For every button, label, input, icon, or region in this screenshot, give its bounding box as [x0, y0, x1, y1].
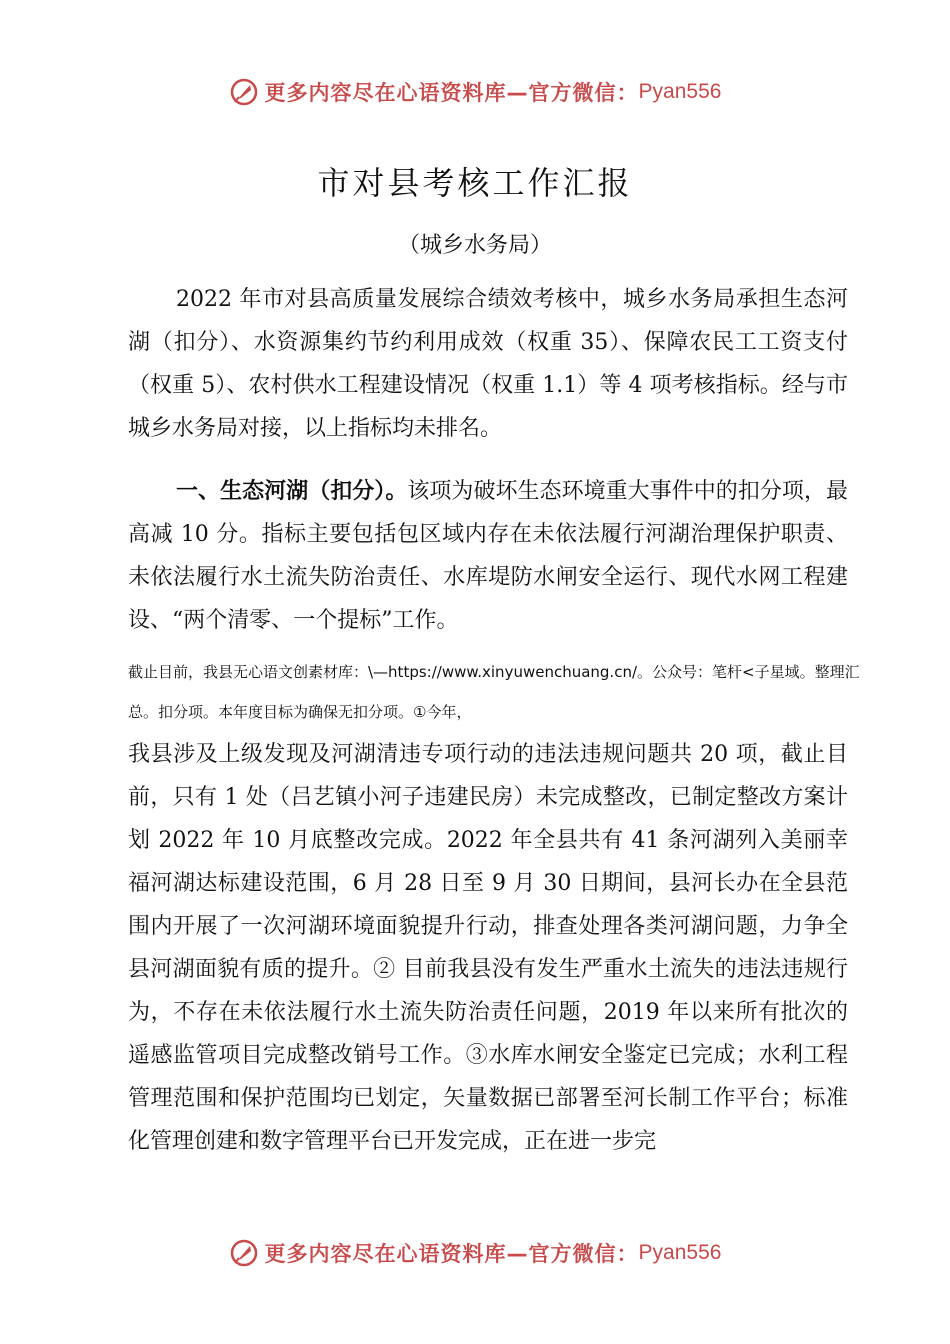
quill-logo-icon [229, 1238, 259, 1268]
banner-text: 更多内容尽在心语资料库—官方微信： [264, 81, 639, 105]
intro-paragraph: 2022 年市对县高质量发展综合绩效考核中，城乡水务局承担生态河湖（扣分）、水资源集约节约利用成效（权重 35）、保障农民工工资支付（权重 5）、农村供水工程建设情况（权重 1.1）等 4 项考核指标。经与市城乡水务局对接，以上指标均未排名。 [128, 287, 848, 441]
banner-wechat-id: Pyan556 [638, 80, 722, 103]
banner-wechat-id: Pyan556 [638, 1241, 722, 1264]
footer-banner [0, 1233, 950, 1273]
banner-text: 更多内容尽在心语资料库—官方微信： [264, 1242, 639, 1266]
document-title: 市对县考核工作汇报 [317, 164, 633, 202]
quill-logo-icon [229, 77, 259, 107]
section1-paragraph [128, 470, 848, 642]
section1-heading: 一、生态河湖（扣分）。 [176, 479, 408, 504]
section1-details-paragraph: 我县涉及上级发现及河湖清违专项行动的违法违规问题共 20 项，截止目前，只有 1 处（吕艺镇小河子违建民房）未完成整改，已制定整改方案计划 2022 年 10 月底整改完成。2022 年全县共有 41 条河湖列入美丽幸福河湖达标建设范围，6 月 28 日至 9 月 30 日期间，县河长办在全县范围内开展了一次河湖环境面貌提升行动，排查处理各类河湖问题，力争全县河湖面貌有质的提升。② 目前我县没有发生严重水土流失的违法违规行为，不存在未依法履行水土流失防治责任问题，2019 年以来所有批次的遥感监管项目完成整改销号工作。③水库水闸安全鉴定已完成；水利工程管理范围和保护范围均已划定，矢量数据已部署至河长制工作平台；标准化管理创建和数字管理平台已开发完成，正在进一步完 [128, 742, 848, 1154]
document-subtitle: （城乡水务局） [397, 233, 552, 258]
header-banner [0, 72, 950, 112]
section1-body: 该项为破坏生态环境重大事件中的扣分项，最高减 10 分。指标主要包括包区域内存在未依法履行河湖治理保护职责、未依法履行水土流失防治责任、水库堤防水闸安全运行、现代水网工程建设、“两个清零、一个提标”工作。 [128, 479, 848, 633]
inserted-note: 截止目前，我县无心语文创素材库：\—https://www.xinyuwenchuang.cn/。公众号：笔杆<子星域。整理汇总。扣分项。本年度目标为确保无扣分项。①今年， [128, 663, 860, 721]
